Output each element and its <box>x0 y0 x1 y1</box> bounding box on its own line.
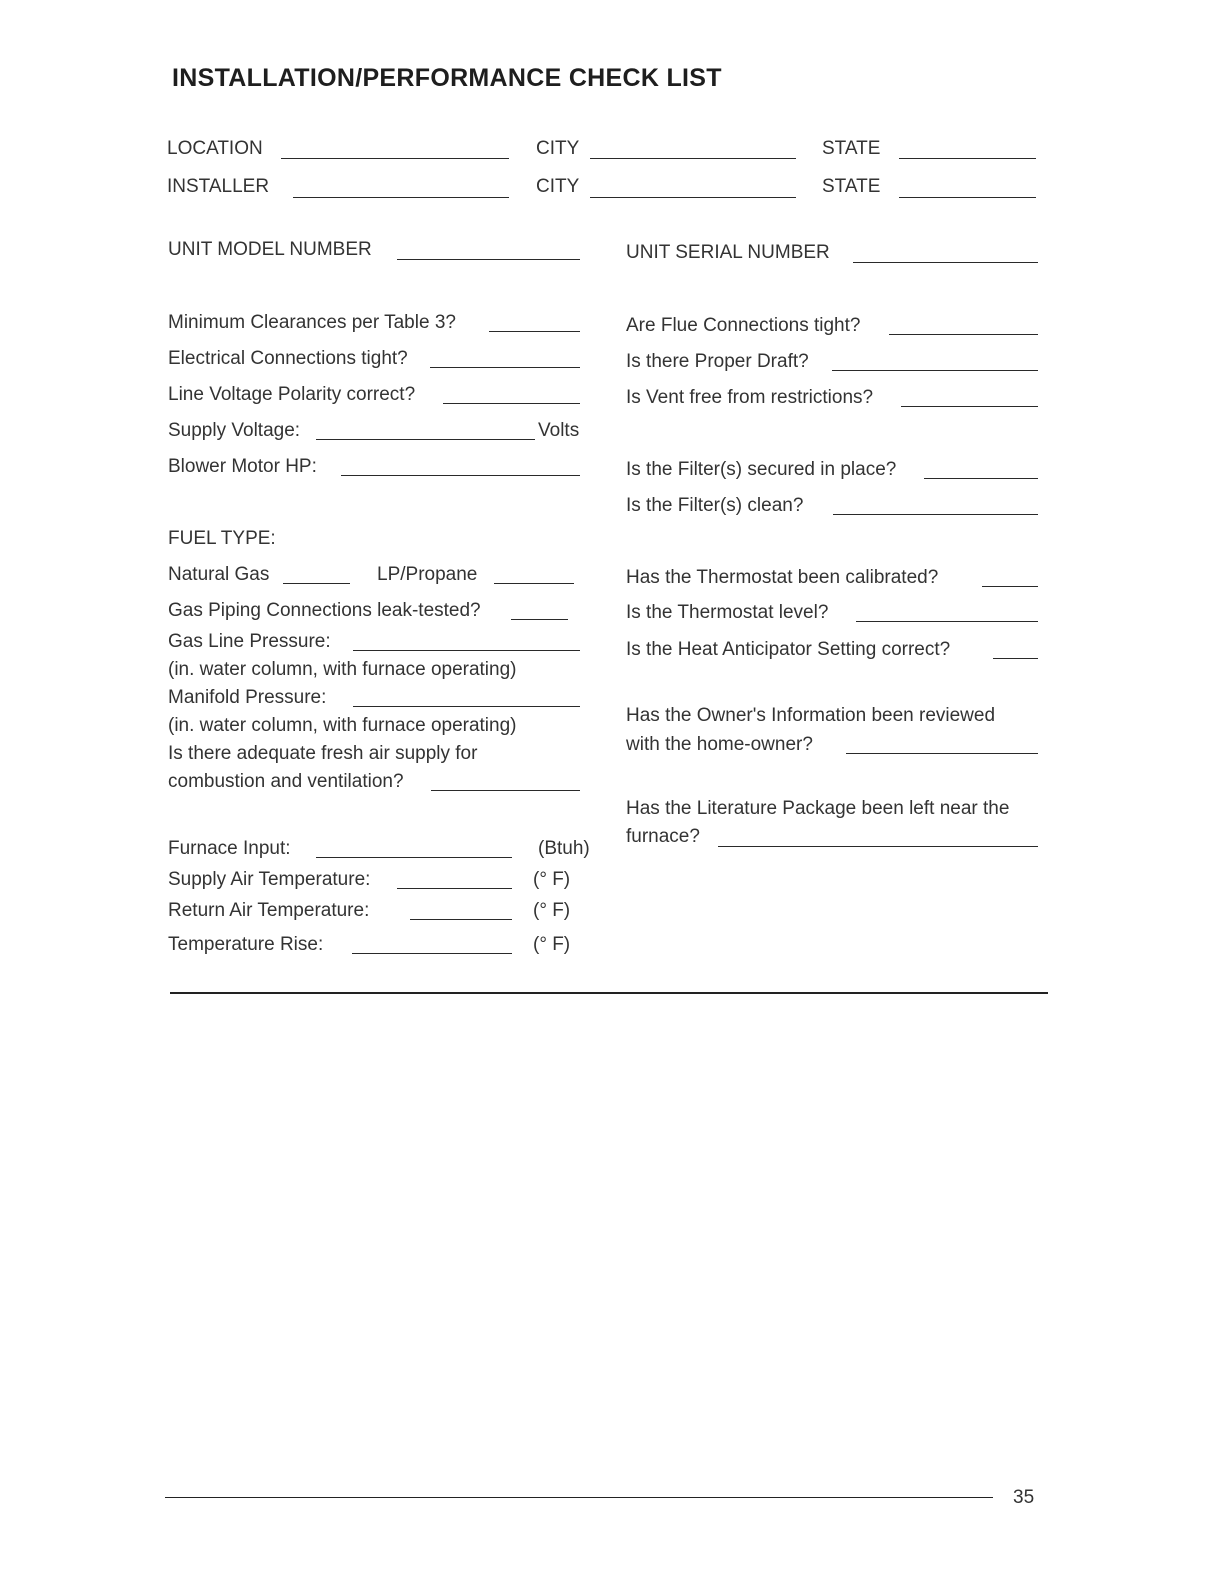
unit-model-label: UNIT MODEL NUMBER <box>168 239 372 260</box>
return-air-label: Return Air Temperature: <box>168 900 370 921</box>
supply-air-label: Supply Air Temperature: <box>168 869 371 890</box>
owners-info-label-line1: Has the Owner's Information been reviewed <box>626 705 996 726</box>
owners-info-label-line2: with the home-owner? <box>626 734 813 755</box>
blower-label: Blower Motor HP: <box>168 456 317 477</box>
polarity-label: Line Voltage Polarity correct? <box>168 384 416 405</box>
water-column-note-2: (in. water column, with furnace operating) <box>168 715 517 736</box>
natural-gas-field[interactable] <box>283 583 350 584</box>
lp-propane-field[interactable] <box>494 583 574 584</box>
state-label: STATE <box>822 138 881 159</box>
gas-piping-label: Gas Piping Connections leak-tested? <box>168 600 481 621</box>
fresh-air-field[interactable] <box>431 790 580 791</box>
heat-anticipator-field[interactable] <box>993 658 1038 659</box>
state-field[interactable] <box>899 158 1036 159</box>
location-field[interactable] <box>281 158 509 159</box>
installer-field[interactable] <box>293 197 509 198</box>
page-title: INSTALLATION/PERFORMANCE CHECK LIST <box>172 64 722 92</box>
thermostat-level-label: Is the Thermostat level? <box>626 602 829 623</box>
installer-state-label: STATE <box>822 176 881 197</box>
owners-info-field[interactable] <box>846 753 1038 754</box>
filter-clean-label: Is the Filter(s) clean? <box>626 495 804 516</box>
unit-serial-field[interactable] <box>853 262 1038 263</box>
volts-unit: Volts <box>538 420 580 441</box>
thermostat-level-field[interactable] <box>856 621 1038 622</box>
polarity-field[interactable] <box>443 403 580 404</box>
literature-label-line2: furnace? <box>626 826 700 847</box>
thermostat-calibrated-field[interactable] <box>982 586 1038 587</box>
manifold-pressure-field[interactable] <box>353 706 580 707</box>
installer-city-label: CITY <box>536 176 580 197</box>
flue-label: Are Flue Connections tight? <box>626 315 861 336</box>
installer-city-field[interactable] <box>590 197 796 198</box>
fuel-type-heading: FUEL TYPE: <box>168 528 276 549</box>
supply-voltage-field[interactable] <box>316 439 535 440</box>
installer-label: INSTALLER <box>167 176 270 197</box>
city-label: CITY <box>536 138 580 159</box>
manifold-pressure-label: Manifold Pressure: <box>168 687 327 708</box>
min-clearances-label: Minimum Clearances per Table 3? <box>168 312 456 333</box>
thermostat-calibrated-label: Has the Thermostat been calibrated? <box>626 567 939 588</box>
blower-field[interactable] <box>341 475 580 476</box>
footer-rule <box>165 1497 993 1498</box>
supply-voltage-label: Supply Voltage: <box>168 420 301 441</box>
return-air-unit: (° F) <box>533 900 571 921</box>
installer-state-field[interactable] <box>899 197 1036 198</box>
gas-line-pressure-label: Gas Line Pressure: <box>168 631 331 652</box>
temp-rise-field[interactable] <box>352 953 512 954</box>
unit-serial-label: UNIT SERIAL NUMBER <box>626 242 830 263</box>
section-divider <box>170 992 1048 994</box>
fresh-air-label-line2: combustion and ventilation? <box>168 771 404 792</box>
gas-line-pressure-field[interactable] <box>353 650 580 651</box>
flue-field[interactable] <box>889 334 1038 335</box>
city-field[interactable] <box>590 158 796 159</box>
fresh-air-label-line1: Is there adequate fresh air supply for <box>168 743 478 764</box>
btuh-unit: (Btuh) <box>538 838 590 859</box>
unit-model-field[interactable] <box>397 259 580 260</box>
electrical-field[interactable] <box>430 367 580 368</box>
filter-clean-field[interactable] <box>833 514 1038 515</box>
filter-secured-label: Is the Filter(s) secured in place? <box>626 459 897 480</box>
supply-air-unit: (° F) <box>533 869 571 890</box>
temp-rise-unit: (° F) <box>533 934 571 955</box>
min-clearances-field[interactable] <box>489 331 580 332</box>
return-air-field[interactable] <box>410 919 512 920</box>
temp-rise-label: Temperature Rise: <box>168 934 324 955</box>
furnace-input-field[interactable] <box>316 857 512 858</box>
literature-label-line1: Has the Literature Package been left near the <box>626 798 1010 819</box>
draft-label: Is there Proper Draft? <box>626 351 809 372</box>
vent-label: Is Vent free from restrictions? <box>626 387 874 408</box>
literature-field[interactable] <box>718 846 1038 847</box>
vent-field[interactable] <box>901 406 1038 407</box>
lp-propane-label: LP/Propane <box>377 564 478 585</box>
water-column-note-1: (in. water column, with furnace operating) <box>168 659 517 680</box>
heat-anticipator-label: Is the Heat Anticipator Setting correct? <box>626 639 951 660</box>
page-number: 35 <box>1013 1487 1035 1508</box>
draft-field[interactable] <box>832 370 1038 371</box>
furnace-input-label: Furnace Input: <box>168 838 291 859</box>
natural-gas-label: Natural Gas <box>168 564 270 585</box>
location-label: LOCATION <box>167 138 263 159</box>
gas-piping-field[interactable] <box>511 619 568 620</box>
electrical-label: Electrical Connections tight? <box>168 348 408 369</box>
supply-air-field[interactable] <box>397 888 512 889</box>
filter-secured-field[interactable] <box>924 478 1038 479</box>
